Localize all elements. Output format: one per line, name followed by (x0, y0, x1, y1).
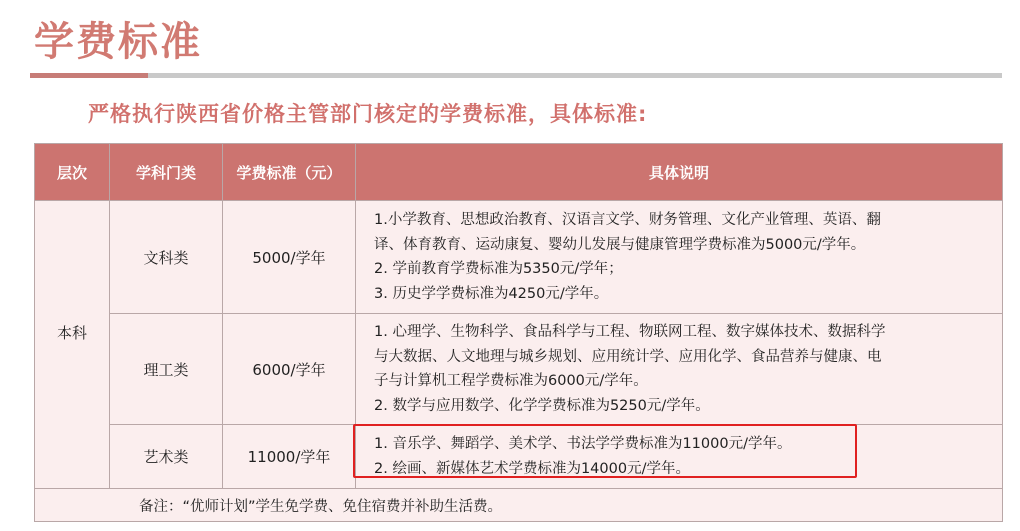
header-description: 具体说明 (356, 144, 1003, 201)
description-line: 译、体育教育、运动康复、婴幼儿发展与健康管理学费标准为5000元/学年。 (374, 236, 866, 253)
fee-cell: 11000/学年 (223, 425, 356, 489)
description-line: 2. 数学与应用数学、化学学费标准为5250元/学年。 (374, 397, 710, 414)
header-fee: 学费标准（元） (223, 144, 356, 201)
category-cell: 文科类 (110, 201, 223, 314)
description-line: 2. 绘画、新媒体艺术学费标准为14000元/学年。 (374, 460, 690, 477)
fee-cell: 5000/学年 (223, 201, 356, 314)
table-row (35, 201, 1003, 314)
description-cell (356, 201, 1003, 314)
table-header-row (35, 144, 1003, 201)
description-cell (356, 314, 1003, 425)
page-title: 学费标准 (34, 19, 202, 65)
description-cell (356, 425, 1003, 489)
note-row (35, 489, 1003, 522)
table-row (35, 314, 1003, 425)
note-cell: 备注：“优师计划”学生免学费、免住宿费并补助生活费。 (35, 489, 1003, 522)
description-line: 子与计算机工程学费标准为6000元/学年。 (374, 373, 648, 389)
level-cell: 本科 (35, 201, 110, 489)
description-line: 1. 音乐学、舞蹈学、美术学、书法学学费标准为11000元/学年。 (374, 436, 792, 452)
title-divider (30, 73, 1002, 78)
description-line: 1. 心理学、生物科学、食品科学与工程、物联网工程、数字媒体技术、数据科学 (374, 324, 886, 340)
description-line: 1.小学教育、思想政治教育、汉语言文学、财务管理、文化产业管理、英语、翻 (374, 212, 881, 228)
category-cell: 理工类 (110, 314, 223, 425)
description-line: 与大数据、人文地理与城乡规划、应用统计学、应用化学、食品营养与健康、电 (374, 348, 882, 365)
table-row (35, 425, 1003, 489)
header-level: 层次 (35, 144, 110, 201)
fee-cell: 6000/学年 (223, 314, 356, 425)
tuition-table (34, 143, 1003, 522)
page-subtitle: 严格执行陕西省价格主管部门核定的学费标准，具体标准: (88, 102, 648, 126)
description-line: 2. 学前教育学费标准为5350元/学年； (374, 261, 623, 277)
category-cell: 艺术类 (110, 425, 223, 489)
header-category: 学科门类 (110, 144, 223, 201)
description-line: 3. 历史学学费标准为4250元/学年。 (374, 285, 609, 302)
